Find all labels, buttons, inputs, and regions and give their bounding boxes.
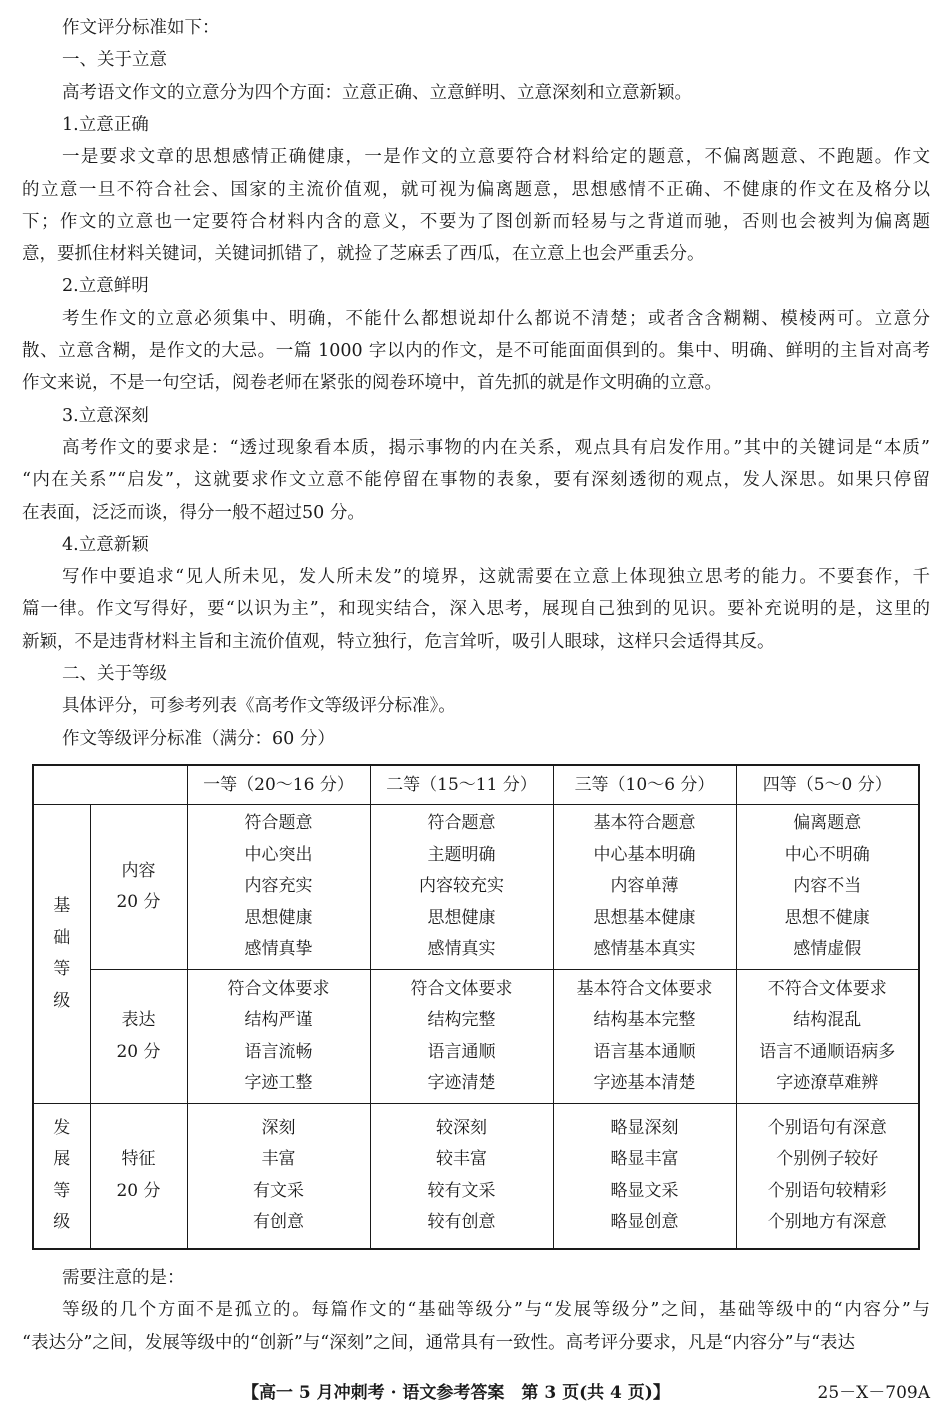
level-group-cell	[33, 805, 90, 1104]
cell-line: 础	[53, 927, 71, 948]
cell-line: 有文采	[253, 1180, 304, 1201]
table-row	[33, 970, 919, 1104]
criteria-cell	[736, 805, 919, 970]
cell-line: 展	[53, 1149, 71, 1170]
text-line: 一、关于立意	[62, 50, 167, 71]
cell-line: 思想基本健康	[593, 907, 696, 928]
criterion-cell	[90, 805, 187, 970]
criteria-cell	[736, 1104, 919, 1249]
cell-line: 内容较充实	[419, 876, 504, 897]
cell-line: 基本符合题意	[593, 813, 696, 834]
cell-line: 思想健康	[244, 907, 313, 928]
text-line: 作文来说，不是一句空话，阅卷老师在紧张的阅卷环境中，首先抓的就是作文明确的立意。	[22, 373, 722, 394]
text-line: 新颖，不是违背材料主旨和主流价值观，特立独行，危言耸听，吸引人眼球，这样只会适得其反。	[22, 631, 775, 652]
cell-line: 结构混乱	[793, 1010, 862, 1030]
header-blank-cell	[33, 765, 187, 805]
cell-line: 字迹清楚	[427, 1073, 496, 1093]
cell-line: 不符合文体要求	[767, 978, 887, 999]
text-line: 高考作文的要求是：“透过现象看本质，揭示事物的内在关系，观点具有启发作用。”其中的关键词是“本质”	[62, 437, 930, 458]
cell-line: 20 分	[116, 1041, 161, 1062]
cell-line: 中心不明确	[784, 844, 870, 865]
cell-line: 语言流畅	[244, 1041, 313, 1062]
cell-line: 感情真挚	[244, 939, 313, 960]
grade-header-cell: 一等（20～16 分）	[187, 765, 370, 805]
text-line: 考生作文的立意必须集中、明确，不能什么都想说却什么都说不清楚；或者含含糊糊、模棱两可。立意分	[62, 308, 930, 329]
criteria-cell	[370, 1104, 553, 1249]
text-line: 等级的几个方面不是孤立的。每篇作文的“基础等级分”与“发展等级分”之间，基础等级中的“内容分”与	[62, 1300, 930, 1321]
cell-line: 符合文体要求	[410, 978, 513, 999]
cell-line: 字迹工整	[244, 1073, 313, 1093]
table-row	[33, 1104, 919, 1249]
grade-header-cell: 三等（10～6 分）	[553, 765, 736, 805]
cell-line: 个别语句有深意	[767, 1117, 887, 1138]
text-line: 作文等级评分标准（满分：60 分）	[62, 728, 335, 749]
footer-code: 25－X－709A	[817, 1383, 930, 1403]
cell-line: 20 分	[116, 892, 161, 912]
cell-line: 内容单薄	[610, 876, 679, 897]
page-footer	[22, 1378, 930, 1404]
cell-line: 较深刻	[436, 1117, 487, 1138]
cell-line: 符合题意	[427, 813, 496, 834]
cell-line: 较丰富	[436, 1149, 487, 1170]
cell-line: 个别地方有深意	[767, 1212, 887, 1233]
criteria-cell	[736, 970, 919, 1104]
text-line: 散、立意含糊，是作文的大忌。一篇 1000 字以内的作文，是不可能面面俱到的。集中、明确、鲜明的主旨对高考	[22, 341, 930, 361]
cell-line: 中心基本明确	[593, 844, 696, 865]
table-row	[33, 805, 919, 970]
text-line: 在表面，泛泛而谈，得分一般不超过50 分。	[22, 502, 365, 523]
cell-line: 略显文采	[610, 1180, 679, 1201]
cell-line: 有创意	[253, 1212, 304, 1233]
cell-line: 主题明确	[427, 844, 496, 865]
text-line: 2.立意鲜明	[62, 276, 149, 297]
text-line: 作文评分标准如下：	[62, 18, 220, 38]
cell-line: 内容	[121, 860, 156, 881]
criteria-cell	[187, 805, 370, 970]
cell-line: 思想不健康	[784, 907, 870, 928]
text-line: 下；作文的立意也一定要符合材料内含的意义，不要为了图创新而轻易与之背道而驰，否则也会被判为偏离题	[22, 211, 930, 232]
text-line: 意，要抓住材料关键词，关键词抓错了，就捡了芝麻丢了西瓜，在立意上也会严重丢分。	[22, 244, 705, 265]
criteria-cell	[553, 1104, 736, 1249]
cell-line: 特征	[121, 1149, 156, 1170]
cell-line: 语言基本通顺	[593, 1041, 696, 1062]
cell-line: 个别例子较好	[776, 1149, 879, 1170]
cell-line: 略显深刻	[610, 1117, 679, 1138]
text-line: 篇一律。作文写得好，要“以识为主”，和现实结合，深入思考，展现自己独到的见识。要补充说明的是，这里的	[22, 599, 930, 620]
text-line: 写作中要追求“见人所未见，发人所未发”的境界，这就需要在立意上体现独立思考的能力。不要套作，千	[62, 567, 930, 588]
cell-line: 丰富	[261, 1149, 296, 1170]
text-line: “内在关系”“启发”，这就要求作文立意不能停留在事物的表象，要有深刻透彻的观点，发人深思。如果只停留	[22, 470, 930, 491]
cell-line: 符合题意	[244, 813, 313, 834]
cell-line: 思想健康	[427, 907, 496, 928]
cell-line: 基	[53, 896, 71, 916]
cell-line: 字迹潦草难辨	[776, 1073, 879, 1093]
cell-line: 结构基本完整	[593, 1010, 696, 1030]
cell-line: 略显创意	[610, 1212, 679, 1233]
text-line: 4.立意新颖	[62, 534, 149, 555]
text-line: 二、关于等级	[62, 664, 167, 684]
text-line: 3.立意深刻	[62, 405, 149, 426]
cell-line: 级	[53, 990, 71, 1011]
essay-grade-table	[32, 764, 920, 1250]
criteria-cell	[370, 805, 553, 970]
cell-line: 发	[53, 1117, 71, 1138]
cell-line: 符合文体要求	[227, 978, 330, 999]
cell-line: 略显丰富	[610, 1149, 679, 1170]
cell-line: 感情真实	[427, 939, 496, 960]
cell-line: 个别语句较精彩	[767, 1180, 887, 1201]
cell-line: 等	[53, 1180, 71, 1201]
criterion-cell	[90, 970, 187, 1104]
cell-line: 等	[53, 959, 71, 979]
cell-line: 字迹基本清楚	[593, 1073, 696, 1093]
cell-line: 结构完整	[427, 1010, 496, 1030]
cell-line: 较有文采	[427, 1180, 496, 1201]
cell-line: 级	[53, 1212, 71, 1233]
cell-line: 基本符合文体要求	[576, 978, 713, 999]
criterion-cell	[90, 1104, 187, 1249]
cell-line: 表达	[121, 1010, 156, 1030]
text-line: 高考语文作文的立意分为四个方面：立意正确、立意鲜明、立意深刻和立意新颖。	[62, 82, 692, 103]
criteria-cell	[187, 1104, 370, 1249]
cell-line: 中心突出	[244, 844, 313, 865]
cell-line: 语言不通顺语病多	[759, 1041, 896, 1062]
cell-line: 较有创意	[427, 1212, 496, 1233]
text-line: “表达分”之间，发展等级中的“创新”与“深刻”之间，通常具有一致性。高考评分要求，凡是“内容分”与“表达	[22, 1332, 856, 1353]
cell-line: 语言通顺	[427, 1041, 496, 1062]
cell-line: 结构严谨	[244, 1010, 313, 1030]
table-header-row	[33, 765, 919, 805]
criteria-cell	[553, 970, 736, 1104]
cell-line: 偏离题意	[793, 813, 862, 834]
cell-line: 20 分	[116, 1180, 161, 1201]
criteria-cell	[187, 970, 370, 1104]
cell-line: 内容充实	[244, 876, 313, 897]
text-line: 具体评分，可参考列表《高考作文等级评分标准》。	[62, 696, 456, 717]
grade-header-cell: 二等（15～11 分）	[370, 765, 553, 805]
criteria-cell	[553, 805, 736, 970]
text-line: 的立意一旦不符合社会、国家的主流价值观，就可视为偏离题意，思想感情不正确、不健康的作文在及格分以	[22, 179, 930, 200]
cell-line: 感情虚假	[793, 939, 862, 960]
footer-title: 【高一 5 月冲刺考 · 语文参考答案 第 3 页(共 4 页)】	[242, 1383, 670, 1403]
criteria-cell	[370, 970, 553, 1104]
cell-line: 内容不当	[793, 876, 862, 897]
text-line: 1.立意正确	[62, 114, 149, 135]
text-line: 需要注意的是：	[62, 1268, 185, 1288]
text-line: 一是要求文章的思想感情正确健康，一是作文的立意要符合材料给定的题意，不偏离题意、不跑题。作文	[62, 147, 930, 168]
cell-line: 深刻	[261, 1117, 296, 1138]
cell-line: 感情基本真实	[593, 939, 696, 960]
grade-header-cell: 四等（5～0 分）	[736, 765, 919, 805]
level-group-cell	[33, 1104, 90, 1249]
